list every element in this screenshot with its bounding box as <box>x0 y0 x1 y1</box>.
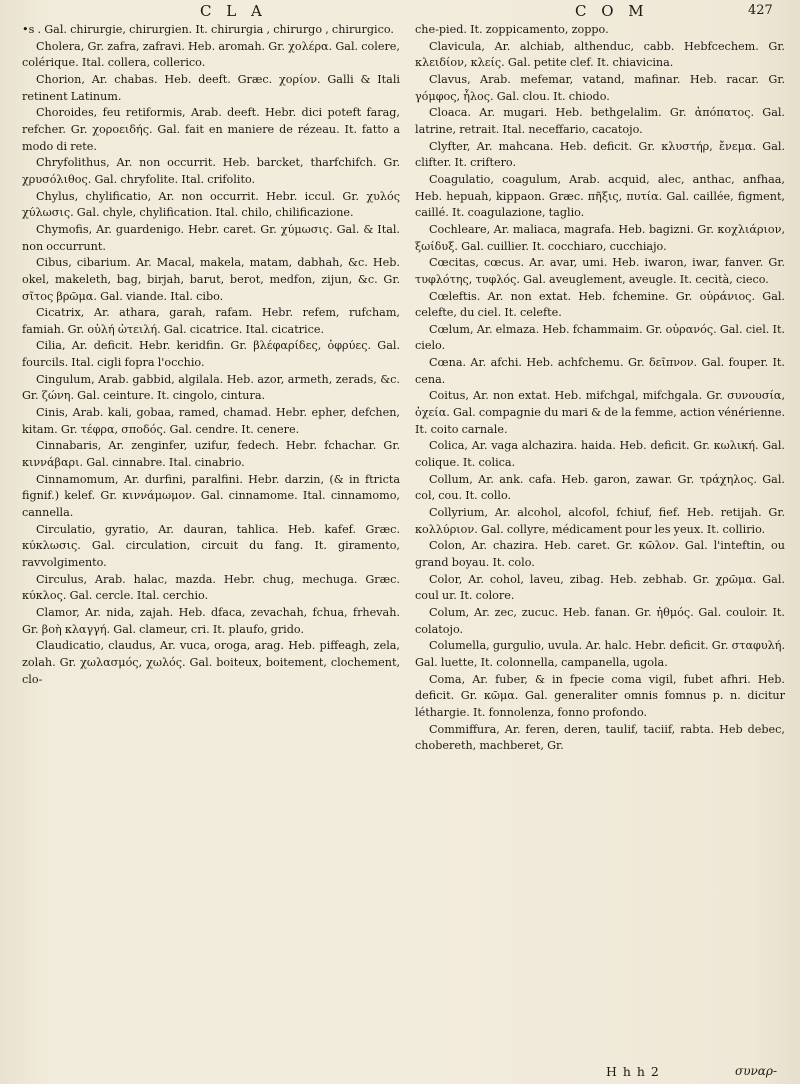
dictionary-entry: Cilia, Ar. deficit. Hebr. keridfin. Gr. βλέφαρίδες, ὀφρύες. Gal. fourcils. Ital. cigli fopra l'occhio. <box>22 339 400 370</box>
dictionary-entry: Claudicatio, claudus, Ar. vuca, oroga, arag. Heb. piffeagh, zela, zolah. Gr. χωλασμός, χωλός. Gal. boiteux, boitement, clochement, clo- <box>22 639 400 686</box>
catchword: συναρ- <box>735 1064 777 1078</box>
dictionary-entry: Chymofis, Ar. guardenigo. Hebr. caret. Gr. χύμωσις. Gal. & Ital. non occurrunt. <box>22 222 400 253</box>
dictionary-entry: Cœcitas, cœcus. Ar. avar, umi. Heb. iwaron, iwar, fanver. Gr. τυφλότης, τυφλός. Gal. aveuglement, aveugle. It. cecità, cieco. <box>415 256 785 286</box>
dictionary-entry: Coagulatio, coagulum, Arab. acquid, alec, anthac, anfhaa, Heb. hepuah, kippaon. Græc. πῆξις, πυτία. Gal. caillée, figment, caillé. It. coagulazione, taglio. <box>415 172 785 220</box>
dictionary-entry: Colum, Ar. zec, zucuc. Heb. fanan. Gr. ἠθμός. Gal. couloir. It. colatojo. <box>415 605 785 636</box>
running-head-left: C L A <box>200 2 267 20</box>
dictionary-entry: Clavus, Arab. mefemar, vatand, mafinar. Heb. racar. Gr. γόμφος, ἧλος. Gal. clou. It. chiodo. <box>415 72 785 103</box>
dictionary-entry: Clavicula, Ar. alchiab, althenduc, cabb. Hebfcechem. Gr. κλειδίον, κλείς. Gal. petite clef. It. chiavicina. <box>415 39 785 70</box>
dictionary-entry: Cochleare, Ar. maliaca, magrafa. Heb. bagizni. Gr. κοχλιάριον, ξωίδυξ. Gal. cuillier. It. cocchiaro, cucchiajo. <box>415 222 785 253</box>
dictionary-entry: Clyfter, Ar. mahcana. Heb. deficit. Gr. κλυστήρ, ἔνεμα. Gal. clifter. It. criftero. <box>415 139 785 170</box>
dictionary-entry: Circulatio, gyratio, Ar. dauran, tahlica. Heb. kafef. Græc. κύκλωσις. Gal. circulation, circuit du fang. It. giramento, ravvolgimento. <box>22 522 400 569</box>
dictionary-entry: Cicatrix, Ar. athara, garah, rafam. Hebr. refem, rufcham, famiah. Gr. οὐλή ὠτειλή. Gal. cicatrice. Ital. cicatrice. <box>22 306 400 336</box>
dictionary-entry: Cœna. Ar. afchi. Heb. achfchemu. Gr. δεῖπνον. Gal. fouper. It. cena. <box>415 356 785 386</box>
dictionary-entry: Choroides, feu retiformis, Arab. deeft. Hebr. dici poteft farag, refcher. Gr. χοροειδής. Gal. fait en maniere de rézeau. It. fatto a modo di rete. <box>22 106 400 153</box>
dictionary-entry: Cingulum, Arab. gabbid, algilala. Heb. azor, armeth, zerads, &c. Gr. ζώνη. Gal. ceinture. It. cingolo, cintura. <box>22 372 400 403</box>
running-head-right: C O M <box>575 2 649 20</box>
dictionary-entry: Clamor, Ar. nida, zajah. Heb. dfaca, zevachah, fchua, frhevah. Gr. βοὴ κλαγγή. Gal. clameur, cri. It. plaufo, grido. <box>22 605 400 636</box>
dictionary-entry: che-pied. It. zoppicamento, zoppo. <box>415 23 609 36</box>
dictionary-entry: Cibus, cibarium. Ar. Macal, makela, matam, dabhah, &c. Heb. okel, makeleth, bag, birjah, barut, berot, medfon, zijun, &c. Gr. σῖτος βρῶμα. Gal. viande. Ital. cibo. <box>22 256 400 303</box>
dictionary-entry: Cinnamomum, Ar. durfini, paralfini. Hebr. darzin, (& in ftricta fignif.) kelef. Gr. κιννάμωμον. Gal. cinnamome. Ital. cinnamomo, cannella. <box>22 472 400 520</box>
signature-mark: H h h 2 <box>606 1064 660 1079</box>
dictionary-entry: Cholera, Gr. zafra, zafravi. Heb. aromah. Gr. χολέρα. Gal. colere, colérique. Ital. collera, collerico. <box>22 39 400 70</box>
dictionary-entry: Cœleftis. Ar. non extat. Heb. fchemine. Gr. οὐράνιος. Gal. celefte, du ciel. It. celefte. <box>415 289 785 320</box>
dictionary-entry: Color, Ar. cohol, laveu, zibag. Heb. zebhab. Gr. χρῶμα. Gal. coul ur. It. colore. <box>415 572 785 603</box>
dictionary-entry: Coitus, Ar. non extat. Heb. mifchgal, mifchgala. Gr. συνουσία, ὀχεία. Gal. compagnie du mari & de la femme, action vénérienne. It. coito carnale. <box>415 389 785 436</box>
dictionary-entry: Circulus, Arab. halac, mazda. Hebr. chug, mechuga. Græc. κύκλος. Gal. cercle. Ital. cerchio. <box>22 572 400 603</box>
dictionary-entry: Colon, Ar. chazira. Heb. caret. Gr. κῶλον. Gal. l'inteftin, ou grand boyau. It. colo. <box>415 539 785 569</box>
dictionary-entry: •s . Gal. chirurgie, chirurgien. It. chirurgia , chirurgo , chirurgico. <box>22 23 394 36</box>
dictionary-entry: Chryfolithus, Ar. non occurrit. Heb. barcket, tharfchifch. Gr. χρυσόλιθος. Gal. chryfolite. Ital. crifolito. <box>22 156 400 186</box>
dictionary-entry: Commiffura, Ar. feren, deren, taulif, taciif, rabta. Heb debec, chobereth, machberet, Gr. <box>415 722 785 753</box>
dictionary-entry: Cœlum, Ar. elmaza. Heb. fchammaim. Gr. οὐρανός. Gal. ciel. It. cielo. <box>415 322 785 353</box>
page-footer <box>0 1064 800 1082</box>
dictionary-entry: Cinis, Arab. kali, gobaa, ramed, chamad. Hebr. epher, defchen, kitam. Gr. τέφρα, σποδός. Gal. cendre. It. cenere. <box>22 406 400 436</box>
dictionary-entry: Colica, Ar. vaga alchazira. haida. Heb. deficit. Gr. κωλική. Gal. colique. It. colica. <box>415 439 785 470</box>
dictionary-entry: Coma, Ar. fuber, & in fpecie coma vigil, fubet afhri. Heb. deficit. Gr. κῶμα. Gal. generaliter omnis fomnus p. n. dicitur léthargie. It. fonnolenza, fonno profondo. <box>415 672 785 719</box>
left-column <box>22 22 400 688</box>
page-header <box>0 2 800 22</box>
dictionary-entry: Collyrium, Ar. alcohol, alcofol, fchiuf, fief. Heb. retijah. Gr. κολλύριον. Gal. collyre, médicament pour les yeux. It. collirio. <box>415 506 785 536</box>
dictionary-entry: Cinnabaris, Ar. zenginfer, uzifur, fedech. Hebr. fchachar. Gr. κιννάβαρι. Gal. cinnabre. Ital. cinabrio. <box>22 439 400 470</box>
page-number: 427 <box>748 3 773 18</box>
dictionary-entry: Collum, Ar. ank. cafa. Heb. garon, zawar. Gr. τράχηλος. Gal. col, cou. It. collo. <box>415 472 785 503</box>
dictionary-entry: Cloaca. Ar. mugari. Heb. bethgelalim. Gr. ἀπόπατος. Gal. latrine, retrait. Ital. neceffario, cacatojo. <box>415 106 785 136</box>
right-column <box>415 22 785 755</box>
dictionary-entry: Chylus, chylificatio, Ar. non occurrit. Hebr. iccul. Gr. χυλός χύλωσις. Gal. chyle, chylification. Ital. chilo, chilificazione. <box>22 189 400 220</box>
dictionary-entry: Chorion, Ar. chabas. Heb. deeft. Græc. χορίον. Galli & Itali retinent Latinum. <box>22 72 400 103</box>
dictionary-entry: Columella, gurgulio, uvula. Ar. halc. Hebr. deficit. Gr. σταφυλή. Gal. luette, It. colonnella, campanella, ugola. <box>415 639 785 669</box>
